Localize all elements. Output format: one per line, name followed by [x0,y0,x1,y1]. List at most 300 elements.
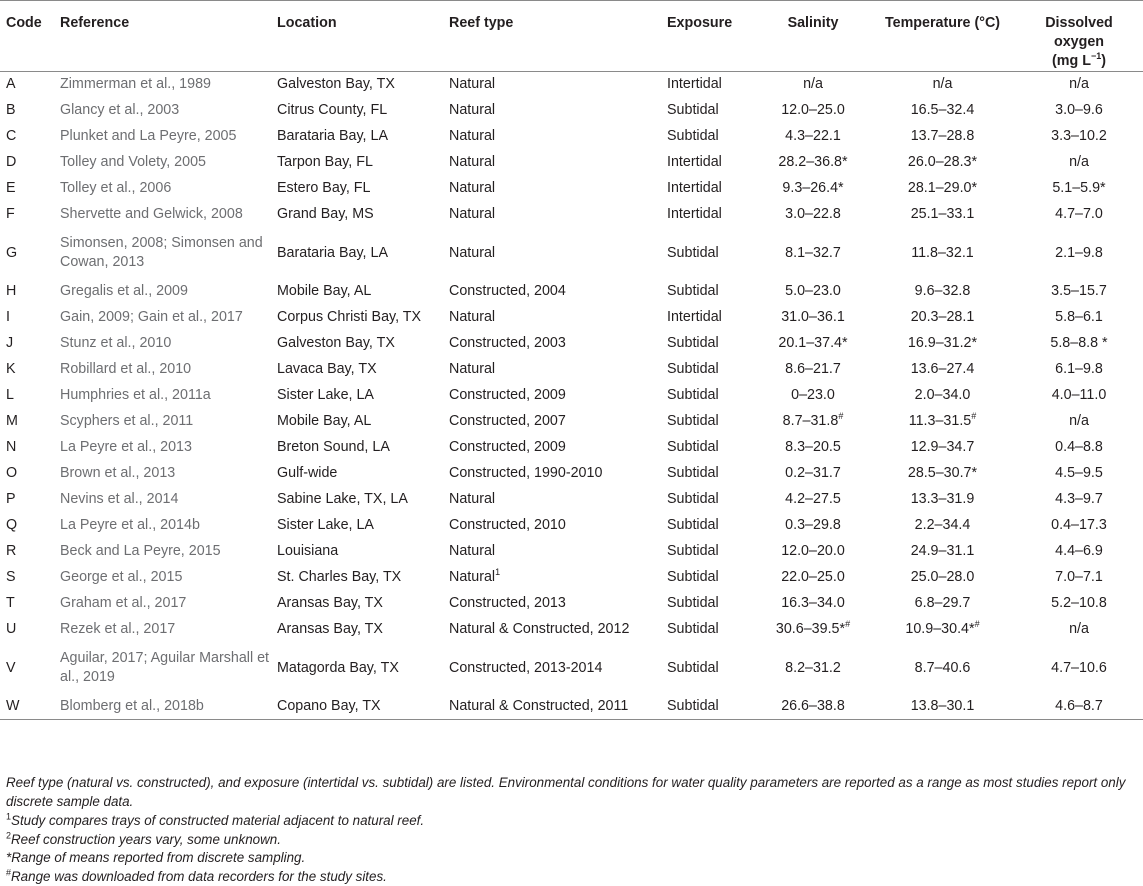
cell-dissolved-oxygen-text: 0.4–17.3 [1051,517,1107,533]
cell-temperature [870,409,1015,435]
cell-dissolved-oxygen [1015,98,1143,124]
cell-temperature-text: 24.9–31.1 [911,543,975,559]
cell-reference-text: Rezek et al., 2017 [60,621,175,637]
cell-salinity-text: 12.0–20.0 [781,543,845,559]
cell-reference [56,150,273,176]
cell-exposure [663,176,756,202]
header-oxygen-close: ) [1101,53,1106,69]
cell-salinity [756,176,870,202]
cell-salinity-text: 8.3–20.5 [785,439,841,455]
cell-location [273,124,445,150]
cell-location [273,487,445,513]
cell-exposure-text: Subtidal [667,465,719,481]
cell-reef-type-text: Natural [449,543,495,559]
cell-dissolved-oxygen-text: 4.5–9.5 [1055,465,1103,481]
cell-location-text: Lavaca Bay, TX [277,361,377,377]
cell-dissolved-oxygen [1015,694,1143,720]
cell-salinity-text: 8.2–31.2 [785,660,841,676]
cell-code-text: W [6,698,20,714]
cell-salinity-text: 28.2–36.8* [778,154,847,170]
cell-temperature [870,383,1015,409]
cell-dissolved-oxygen-text: 4.6–8.7 [1055,698,1103,714]
cell-temperature [870,279,1015,305]
cell-reef-type-text: Natural [449,102,495,118]
cell-exposure-text: Subtidal [667,595,719,611]
cell-location-text: Barataria Bay, LA [277,128,388,144]
header-reference: Reference [56,1,273,72]
cell-dissolved-oxygen [1015,202,1143,228]
cell-reef-type-text: Constructed, 2010 [449,517,566,533]
table-row [0,435,1143,461]
cell-exposure [663,331,756,357]
cell-reference-text: Tolley and Volety, 2005 [60,154,206,170]
cell-reference-text: Nevins et al., 2014 [60,491,178,507]
cell-code [0,228,56,279]
table-row [0,383,1143,409]
cell-code [0,435,56,461]
cell-temperature-text: 25.0–28.0 [911,569,975,585]
cell-code-text: O [6,465,17,481]
footnote-4-text: Range was downloaded from data recorders for the study sites. [11,869,387,884]
cell-exposure [663,305,756,331]
cell-reef-type-text: Natural & Constructed, 2012 [449,621,629,637]
footnote-4 [6,868,1136,886]
cell-dissolved-oxygen [1015,228,1143,279]
cell-reference-text: Shervette and Gelwick, 2008 [60,206,243,222]
cell-reference [56,176,273,202]
cell-dissolved-oxygen-text: n/a [1069,413,1089,429]
cell-exposure-text: Subtidal [667,335,719,351]
footnote-3: *Range of means reported from discrete sampling. [6,849,1136,868]
cell-location-text: Mobile Bay, AL [277,283,371,299]
table-row [0,72,1143,98]
cell-exposure-text: Subtidal [667,491,719,507]
cell-reference-text: Robillard et al., 2010 [60,361,191,377]
cell-reef-type [445,228,663,279]
cell-dissolved-oxygen [1015,383,1143,409]
cell-reference [56,539,273,565]
cell-salinity [756,617,870,643]
cell-location-text: Citrus County, FL [277,102,387,118]
header-location: Location [273,1,445,72]
cell-exposure-text: Subtidal [667,361,719,377]
cell-exposure-text: Subtidal [667,621,719,637]
table-row [0,124,1143,150]
cell-location [273,150,445,176]
cell-dissolved-oxygen [1015,539,1143,565]
cell-reef-type-text: Natural [449,569,495,585]
cell-temperature-text: 9.6–32.8 [915,283,971,299]
cell-reef-type [445,694,663,720]
cell-reef-type-text: Constructed, 2007 [449,413,566,429]
cell-code-text: T [6,595,15,611]
cell-code-text: U [6,621,16,637]
table-row [0,643,1143,694]
cell-salinity [756,202,870,228]
cell-exposure-text: Intertidal [667,309,722,325]
cell-location [273,331,445,357]
cell-reef-type-text: Constructed, 2009 [449,439,566,455]
cell-salinity [756,331,870,357]
cell-reference-text: La Peyre et al., 2013 [60,439,192,455]
cell-reference-text: Plunket and La Peyre, 2005 [60,128,236,144]
cell-reef-type-text: Constructed, 1990-2010 [449,465,602,481]
cell-reef-type [445,279,663,305]
cell-dissolved-oxygen-text: 3.5–15.7 [1051,283,1107,299]
cell-location [273,202,445,228]
cell-temperature-text: 11.3–31.5 [909,413,972,429]
cell-reference-text: La Peyre et al., 2014b [60,517,200,533]
cell-reef-type-text: Constructed, 2013 [449,595,566,611]
header-reef-type: Reef type [445,1,663,72]
cell-dissolved-oxygen-text: 5.8–6.1 [1055,309,1103,325]
cell-code [0,461,56,487]
cell-salinity [756,591,870,617]
cell-reef-type-text: Constructed, 2003 [449,335,566,351]
cell-reef-type-text: Natural [449,491,495,507]
cell-code-text: H [6,283,16,299]
cell-location [273,409,445,435]
cell-reef-type [445,435,663,461]
cell-reference [56,305,273,331]
cell-temperature [870,98,1015,124]
table-row [0,305,1143,331]
table-row [0,279,1143,305]
cell-dissolved-oxygen [1015,461,1143,487]
cell-exposure-text: Subtidal [667,698,719,714]
cell-exposure-text: Subtidal [667,387,719,403]
cell-exposure [663,487,756,513]
table-row [0,331,1143,357]
cell-location-text: Galveston Bay, TX [277,335,395,351]
cell-salinity [756,228,870,279]
cell-exposure [663,228,756,279]
cell-reef-type [445,383,663,409]
cell-reference [56,409,273,435]
cell-code [0,643,56,694]
footnote-2-mark: 2 [6,830,11,840]
cell-dissolved-oxygen-text: 2.1–9.8 [1055,245,1103,261]
cell-reference-text: Simonsen, 2008; Simonsen and Cowan, 2013 [60,235,263,270]
cell-location [273,357,445,383]
cell-code-text: V [6,660,16,676]
cell-temperature-footnote-mark: # [971,411,976,421]
header-temperature: Temperature (°C) [870,1,1015,72]
cell-exposure [663,383,756,409]
cell-location [273,513,445,539]
cell-exposure [663,435,756,461]
cell-reef-type [445,487,663,513]
cell-exposure-text: Subtidal [667,128,719,144]
cell-temperature-text: 2.2–34.4 [915,517,971,533]
cell-location-text: Sister Lake, LA [277,387,374,403]
cell-dissolved-oxygen-text: 4.4–6.9 [1055,543,1103,559]
cell-temperature [870,694,1015,720]
cell-exposure [663,617,756,643]
table-row [0,591,1143,617]
cell-code [0,202,56,228]
cell-location [273,228,445,279]
cell-exposure [663,694,756,720]
cell-reference [56,487,273,513]
footnote-1 [6,812,1136,831]
cell-salinity [756,539,870,565]
table-row [0,539,1143,565]
cell-code [0,279,56,305]
cell-dissolved-oxygen [1015,409,1143,435]
cell-code [0,150,56,176]
cell-reference-text: Blomberg et al., 2018b [60,698,204,714]
cell-code [0,539,56,565]
cell-salinity [756,98,870,124]
cell-temperature-text: 20.3–28.1 [911,309,975,325]
cell-exposure-text: Subtidal [667,517,719,533]
cell-reference [56,383,273,409]
cell-location-text: Grand Bay, MS [277,206,374,222]
footnote-2 [6,831,1136,850]
cell-temperature [870,461,1015,487]
cell-location [273,383,445,409]
cell-location-text: Corpus Christi Bay, TX [277,309,421,325]
table-header [0,1,1143,72]
cell-reference-text: Tolley et al., 2006 [60,180,171,196]
cell-code-text: G [6,245,17,261]
cell-salinity-text: 31.0–36.1 [781,309,845,325]
cell-reference [56,591,273,617]
cell-temperature [870,591,1015,617]
cell-salinity-text: 22.0–25.0 [781,569,845,585]
cell-salinity [756,565,870,591]
cell-exposure-text: Subtidal [667,543,719,559]
cell-dissolved-oxygen [1015,331,1143,357]
cell-exposure [663,279,756,305]
cell-dissolved-oxygen [1015,617,1143,643]
cell-exposure-text: Subtidal [667,439,719,455]
header-exposure: Exposure [663,1,756,72]
cell-reef-type [445,513,663,539]
cell-location-text: Tarpon Bay, FL [277,154,373,170]
cell-salinity [756,409,870,435]
cell-reference [56,228,273,279]
footnote-2-text: Reef construction years vary, some unknown. [11,832,281,847]
cell-code [0,565,56,591]
cell-reference [56,72,273,98]
cell-code [0,617,56,643]
footnote-4-mark: # [6,867,11,877]
cell-temperature-text: 13.7–28.8 [911,128,975,144]
cell-dissolved-oxygen-text: 6.1–9.8 [1055,361,1103,377]
cell-dissolved-oxygen-text: 5.1–5.9* [1052,180,1105,196]
header-oxygen-unit: (mg L [1052,53,1091,69]
cell-code [0,487,56,513]
header-oxygen-exponent: −1 [1091,51,1101,61]
footnote-1-text: Study compares trays of constructed material adjacent to natural reef. [11,813,424,828]
table-row [0,202,1143,228]
cell-location-text: Gulf-wide [277,465,337,481]
cell-temperature-text: 10.9–30.4* [905,621,974,637]
table-row [0,176,1143,202]
table-row [0,461,1143,487]
cell-temperature [870,331,1015,357]
cell-dissolved-oxygen [1015,150,1143,176]
cell-salinity-text: 8.7–31.8 [783,413,839,429]
cell-reference-text: Beck and La Peyre, 2015 [60,543,221,559]
cell-code-text: K [6,361,16,377]
cell-reef-type [445,357,663,383]
cell-temperature [870,513,1015,539]
cell-dissolved-oxygen-text: 4.0–11.0 [1052,387,1107,403]
table-row [0,357,1143,383]
cell-temperature [870,565,1015,591]
cell-code-text: M [6,413,18,429]
cell-salinity [756,279,870,305]
cell-reef-type [445,98,663,124]
cell-temperature-text: 16.9–31.2* [908,335,977,351]
cell-exposure [663,461,756,487]
cell-temperature-text: 2.0–34.0 [915,387,971,403]
table-row [0,565,1143,591]
cell-reef-type-text: Natural [449,180,495,196]
cell-code-text: E [6,180,16,196]
cell-exposure-text: Subtidal [667,102,719,118]
cell-location-text: Aransas Bay, TX [277,621,383,637]
cell-salinity-text: 0–23.0 [791,387,835,403]
cell-temperature-text: n/a [933,76,953,92]
cell-reef-type-text: Natural [449,154,495,170]
header-salinity: Salinity [756,1,870,72]
cell-dissolved-oxygen-text: 5.2–10.8 [1051,595,1107,611]
cell-exposure-text: Intertidal [667,180,722,196]
cell-reference [56,98,273,124]
cell-exposure [663,591,756,617]
cell-reference [56,279,273,305]
cell-temperature-footnote-mark: # [975,619,980,629]
cell-code [0,176,56,202]
cell-location-text: Aransas Bay, TX [277,595,383,611]
cell-code [0,694,56,720]
cell-salinity-text: 5.0–23.0 [785,283,841,299]
cell-temperature-text: 13.3–31.9 [911,491,975,507]
cell-location-text: St. Charles Bay, TX [277,569,401,585]
header-dissolved-oxygen [1015,1,1143,72]
cell-dissolved-oxygen-text: 3.0–9.6 [1055,102,1103,118]
cell-dissolved-oxygen-text: n/a [1069,154,1089,170]
cell-location [273,72,445,98]
cell-exposure [663,409,756,435]
cell-code [0,513,56,539]
cell-reference [56,331,273,357]
cell-dissolved-oxygen [1015,487,1143,513]
cell-reference-text: Zimmerman et al., 1989 [60,76,211,92]
table-row [0,694,1143,720]
cell-reef-type-text: Natural & Constructed, 2011 [449,698,628,714]
cell-reference-text: Brown et al., 2013 [60,465,175,481]
cell-temperature [870,643,1015,694]
cell-location [273,305,445,331]
cell-reef-type [445,150,663,176]
cell-code [0,305,56,331]
cell-location-text: Louisiana [277,543,338,559]
cell-reference [56,357,273,383]
cell-dissolved-oxygen [1015,176,1143,202]
cell-exposure [663,150,756,176]
cell-location-text: Barataria Bay, LA [277,245,388,261]
cell-reef-type-text: Natural [449,206,495,222]
cell-reef-type [445,305,663,331]
cell-temperature [870,202,1015,228]
cell-code-text: L [6,387,14,403]
cell-location [273,565,445,591]
cell-reference [56,435,273,461]
cell-code [0,98,56,124]
cell-temperature-text: 28.1–29.0* [908,180,977,196]
cell-dissolved-oxygen [1015,72,1143,98]
cell-reef-type [445,331,663,357]
cell-exposure [663,513,756,539]
cell-salinity-text: 26.6–38.8 [781,698,845,714]
cell-salinity-text: 0.3–29.8 [785,517,841,533]
cell-salinity [756,461,870,487]
cell-reference [56,565,273,591]
cell-code [0,331,56,357]
cell-code-text: Q [6,517,17,533]
cell-reef-type-text: Natural [449,76,495,92]
cell-temperature [870,435,1015,461]
header-code: Code [0,1,56,72]
cell-location-text: Sister Lake, LA [277,517,374,533]
cell-code-text: F [6,206,15,222]
table-row [0,617,1143,643]
table-caption: Reef type (natural vs. constructed), and exposure (intertidal vs. subtidal) are listed. Environmental conditions for water quality parameters are reported as a range as most studies report only discrete sample data. [6,774,1136,811]
cell-code [0,409,56,435]
cell-code-text: A [6,76,16,92]
cell-temperature-text: 12.9–34.7 [911,439,975,455]
cell-code [0,383,56,409]
cell-reef-type-text: Constructed, 2013-2014 [449,660,602,676]
cell-temperature [870,72,1015,98]
table-row [0,409,1143,435]
cell-reef-type [445,409,663,435]
cell-temperature-text: 28.5–30.7* [908,465,977,481]
cell-code-text: R [6,543,16,559]
cell-dissolved-oxygen [1015,435,1143,461]
cell-reference [56,643,273,694]
cell-exposure-text: Subtidal [667,283,719,299]
cell-dissolved-oxygen-text: 3.3–10.2 [1051,128,1107,144]
cell-dissolved-oxygen-text: 7.0–7.1 [1055,569,1103,585]
cell-dissolved-oxygen-text: 0.4–8.8 [1055,439,1103,455]
cell-dissolved-oxygen-text: 5.8–8.8 * [1050,335,1107,351]
cell-salinity [756,305,870,331]
cell-salinity [756,694,870,720]
cell-salinity [756,150,870,176]
cell-reef-type [445,565,663,591]
cell-reference [56,461,273,487]
cell-location [273,617,445,643]
cell-reef-type-text: Natural [449,128,495,144]
cell-location-text: Galveston Bay, TX [277,76,395,92]
cell-salinity-text: 8.1–32.7 [785,245,841,261]
cell-reef-type [445,176,663,202]
cell-location [273,694,445,720]
cell-salinity-footnote-mark: # [845,619,850,629]
cell-dissolved-oxygen-text: n/a [1069,76,1089,92]
cell-reference-text: Gain, 2009; Gain et al., 2017 [60,309,243,325]
cell-reef-type-text: Natural [449,361,495,377]
cell-reference-text: Aguilar, 2017; Aguilar Marshall et al., 2019 [60,650,269,685]
cell-location [273,461,445,487]
header-oxygen-line1: Dissolved oxygen [1045,15,1113,50]
